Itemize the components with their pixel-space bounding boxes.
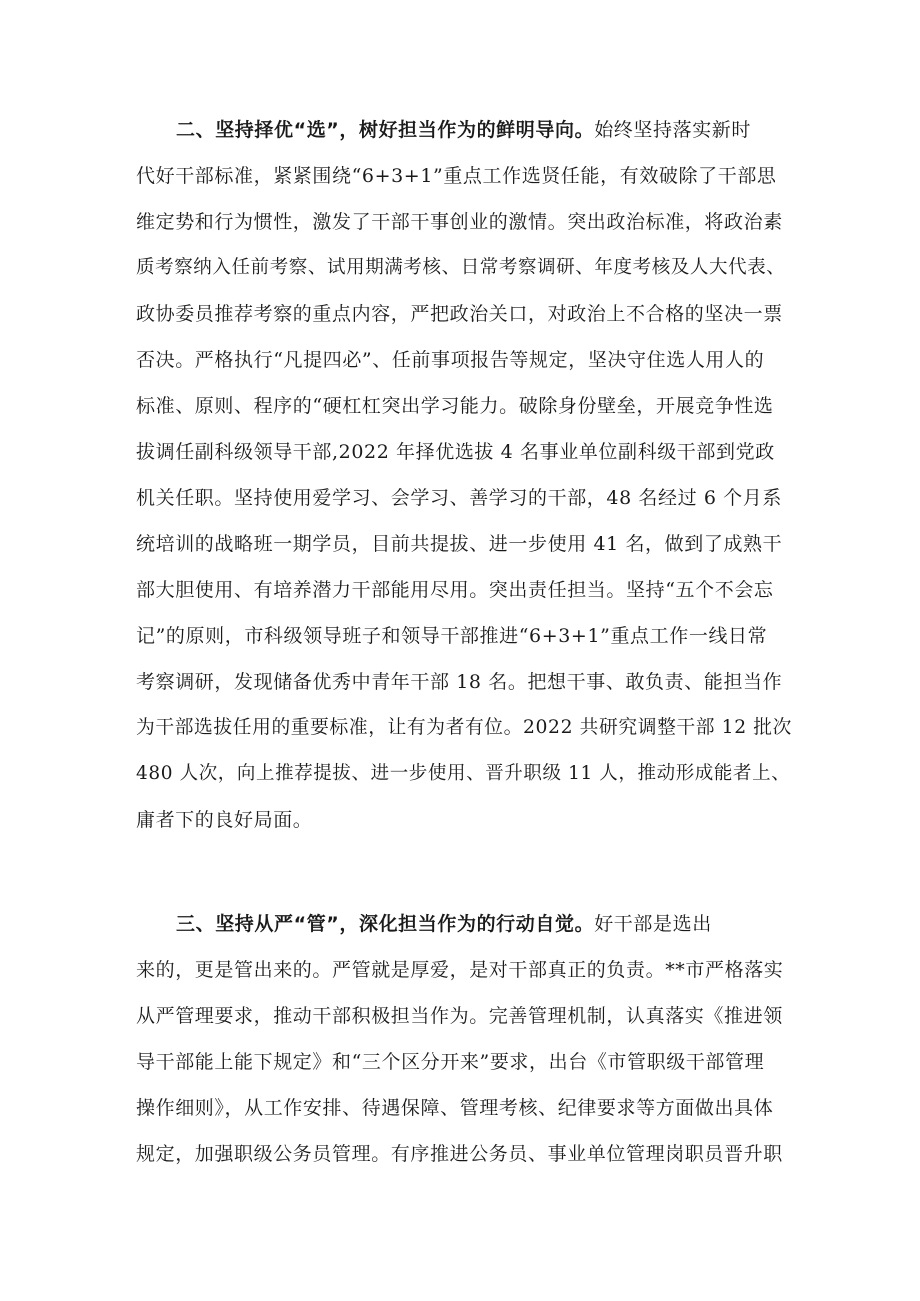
section2-line: 记”的原则，市科级领导班子和领导干部推进“6+3+1”重点工作一线日常: [136, 625, 768, 647]
section2-line: 代好干部标准，紧紧围绕“6+3+1”重点工作选贤任能，有效破除了干部思: [136, 165, 777, 187]
section2-line: 标准、原则、程序的“硬杠杠突出学习能力。破除身份壁垒，开展竞争性选: [136, 395, 774, 417]
section2-first-line: [176, 118, 751, 142]
section3-line: 操作细则》，从工作安排、待遇保障、管理考核、纪律要求等方面做出具体: [136, 1097, 774, 1119]
section2-line: 部大胆使用、有培养潜力干部能用尽用。突出责任担当。坚持“五个不会忘: [136, 579, 774, 601]
section3-line: 好干部是选出: [594, 913, 712, 935]
section2-line: 政协委员推荐考察的重点内容，严把政治关口，对政治上不合格的坚决一票: [136, 303, 783, 325]
section3-first-line: [176, 912, 712, 936]
section3-line: 从严管理要求，推动干部积极担当作为。完善管理机制，认真落实《推进领: [136, 1005, 783, 1027]
section2-heading: 二、坚持择优“选”，树好担当作为的鲜明导向。: [176, 119, 595, 141]
section3-heading: 三、坚持从严“管”，深化担当作为的行动自觉。: [176, 913, 595, 935]
section2-line: 考察调研，发现储备优秀中青年干部 18 名。把想干事、敢负责、能担当作: [136, 671, 783, 693]
section2-line: 质考察纳入任前考察、试用期满考核、日常考察调研、年度考核及人大代表、: [136, 257, 786, 278]
section3-line: 导干部能上能下规定》和“三个区分开来”要求，出台《市管职级干部管理: [136, 1051, 765, 1073]
section3-line: 来的，更是管出来的。严管就是厚爱，是对干部真正的负责。**市严格落实: [136, 959, 784, 981]
section2-line: 480 人次，向上推荐提拔、进一步使用、晋升职级 11 人，推动形成能者上、: [136, 763, 791, 784]
section2-line: 庸者下的良好局面。: [136, 809, 313, 831]
section2-line: 拔调任副科级领导干部,2022 年择优选拔 4 名事业单位副科级干部到党政: [136, 441, 775, 463]
section2-line: 机关任职。坚持使用爱学习、会学习、善学习的干部，48 名经过 6 个月系: [136, 487, 782, 509]
section2-line: 始终坚持落实新时: [594, 119, 751, 141]
section3-line: 规定，加强职级公务员管理。有序推进公务员、事业单位管理岗职员晋升职: [136, 1143, 783, 1165]
section2-line: 维定势和行为惯性，激发了干部干事创业的激情。突出政治标准，将政治素: [136, 211, 783, 233]
section2-line: 统培训的战略班一期学员，目前共提拔、进一步使用 41 名，做到了成熟干: [136, 533, 783, 555]
section2-line: 否决。严格执行“凡提四必”、任前事项报告等规定，坚决守住选人用人的: [136, 349, 765, 371]
section2-line: 为干部选拔任用的重要标准，让有为者有位。2022 共研究调整干部 12 批次: [136, 717, 793, 738]
